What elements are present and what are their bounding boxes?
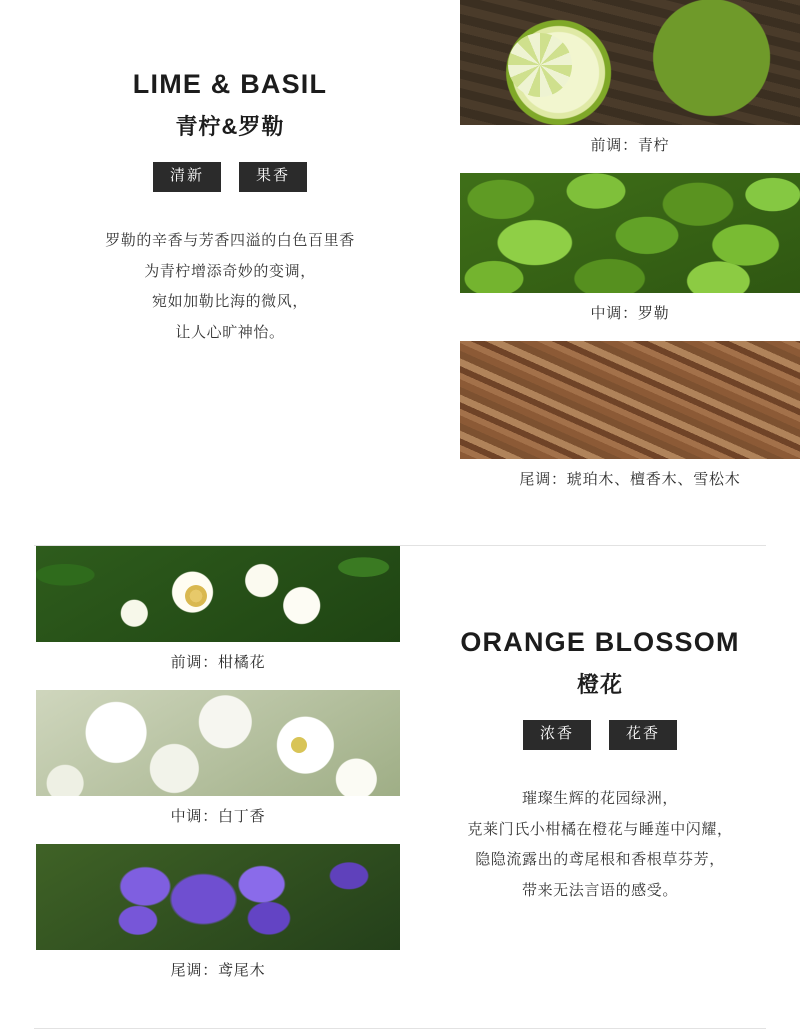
note-caption: 中调：白丁香 [170, 808, 266, 825]
orange-blossom-image-column [0, 546, 400, 998]
description-line: 隐隐流露出的鸢尾根和香根草芬芳， [475, 851, 725, 869]
note-block-middle [36, 690, 400, 838]
fragrance-section-lime-basil [0, 0, 800, 507]
note-caption: 前调：青柠 [590, 137, 670, 154]
note-caption: 尾调：鸢尾木 [170, 962, 266, 979]
fragrance-section-orange-blossom [0, 546, 800, 998]
note-caption: 中调：罗勒 [590, 305, 670, 322]
page-subtitle: 青柠&罗勒 [175, 113, 285, 139]
page-title: ORANGE BLOSSOM [460, 627, 740, 657]
description-line: 带来无法言语的感受。 [521, 882, 678, 900]
description-line: 克莱门氏小柑橘在橙花与睡莲中闪耀， [467, 820, 733, 838]
note-caption: 尾调：琥珀木、檀香木、雪松木 [519, 471, 741, 488]
page-subtitle: 橙花 [576, 671, 623, 697]
orange-blossom-text-column [400, 546, 800, 998]
lime-basil-description [105, 226, 355, 349]
note-block-base [460, 341, 800, 501]
iris-photo [36, 844, 400, 950]
wood-photo [460, 341, 800, 459]
basil-photo [460, 173, 800, 293]
status-badge: 清新 [153, 162, 221, 192]
note-block-middle [460, 173, 800, 335]
note-block-top [36, 546, 400, 684]
lime-photo [460, 0, 800, 125]
orange-blossom-tag-list [523, 720, 677, 750]
description-line: 为青柠增添奇妙的变调， [144, 262, 316, 280]
orange-blossom-photo [36, 546, 400, 642]
status-badge: 果香 [239, 162, 307, 192]
note-block-base [36, 844, 400, 992]
description-line: 璀璨生辉的花园绿洲， [521, 789, 678, 807]
description-line: 宛如加勒比海的微风， [151, 293, 308, 311]
description-line: 让人心旷神怡。 [175, 324, 285, 342]
description-line: 罗勒的辛香与芳香四溢的白色百里香 [105, 231, 355, 249]
page-title: LIME & BASIL [132, 69, 328, 99]
status-badge: 花香 [609, 720, 677, 750]
lime-basil-image-column [460, 0, 800, 507]
lime-basil-text-column [0, 0, 460, 507]
orange-blossom-description [467, 784, 732, 907]
white-lilac-photo [36, 690, 400, 796]
status-badge: 浓香 [523, 720, 591, 750]
note-caption: 前调：柑橘花 [170, 654, 266, 671]
lime-basil-tag-list [153, 162, 307, 192]
note-block-top [460, 0, 800, 167]
